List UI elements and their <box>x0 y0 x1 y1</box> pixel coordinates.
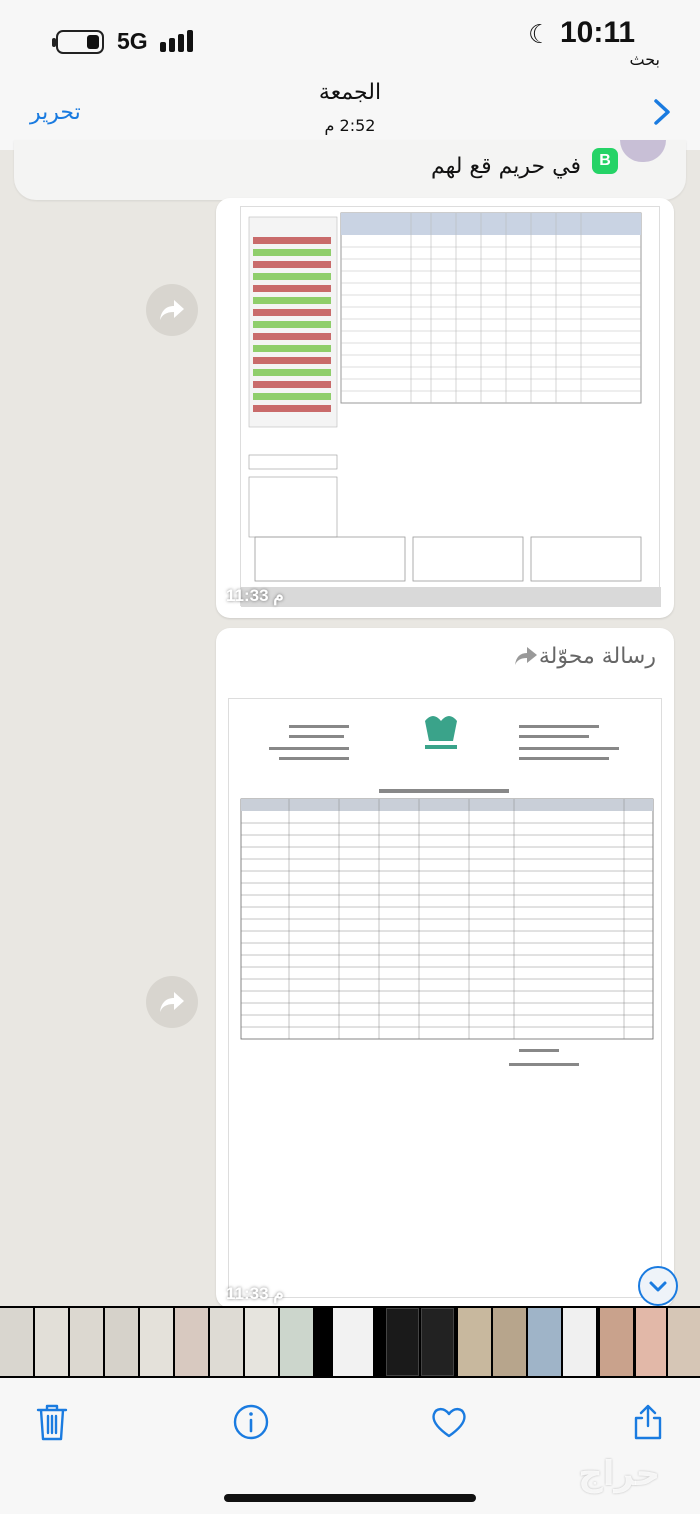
photo-thumbnail[interactable] <box>421 1308 454 1376</box>
message-time: 11:33 م <box>226 1284 284 1303</box>
photo-thumbnail[interactable] <box>0 1308 33 1376</box>
watermark-logo: حراج <box>578 1454 660 1494</box>
photo-thumbnail[interactable] <box>528 1308 561 1376</box>
home-indicator <box>224 1494 476 1502</box>
quoted-message-text: في حريم قع لهم <box>430 154 581 179</box>
report-card-image[interactable] <box>240 206 660 606</box>
forwarded-label: رسالة محوّلة <box>538 644 656 669</box>
photo-thumbnail[interactable] <box>386 1308 419 1376</box>
heart-icon[interactable] <box>430 1402 468 1442</box>
page-title: الجمعة <box>318 80 382 105</box>
photo-thumbnail[interactable] <box>458 1308 491 1376</box>
avatar <box>620 140 666 162</box>
chevron-right-icon[interactable] <box>648 98 676 126</box>
nav-header <box>0 70 700 150</box>
share-icon[interactable] <box>630 1402 666 1442</box>
photo-thumbnail[interactable] <box>70 1308 103 1376</box>
report-card-thumbnail <box>241 207 661 607</box>
student-list-thumbnail <box>229 699 663 1299</box>
photo-thumbnail[interactable] <box>245 1308 278 1376</box>
moon-icon: ☾ <box>528 20 552 50</box>
image-message[interactable] <box>216 628 674 1308</box>
photo-thumbnail[interactable] <box>636 1308 666 1376</box>
whatsapp-business-icon: B <box>592 148 618 174</box>
photo-thumbnail[interactable] <box>600 1308 633 1376</box>
photo-thumbnail[interactable] <box>668 1308 700 1376</box>
forwarded-icon <box>514 646 538 666</box>
status-time: 10:11 <box>560 16 636 49</box>
photo-thumbnail[interactable] <box>493 1308 526 1376</box>
trash-icon[interactable] <box>34 1402 70 1442</box>
photo-thumbnail[interactable] <box>140 1308 173 1376</box>
photo-thumbnail[interactable] <box>563 1308 596 1376</box>
page-subtitle: 2:52 م <box>324 116 376 135</box>
signal-icon <box>160 30 200 52</box>
battery-icon <box>56 30 104 54</box>
photo-thumbnail[interactable] <box>35 1308 68 1376</box>
photo-thumbnail[interactable] <box>280 1308 313 1376</box>
quoted-message[interactable] <box>14 140 686 200</box>
message-time: 11:33 م <box>226 586 284 605</box>
photo-thumbnail[interactable] <box>333 1308 373 1376</box>
image-message[interactable] <box>216 198 674 618</box>
scroll-down-button[interactable] <box>638 1266 678 1306</box>
forward-button[interactable] <box>146 284 198 336</box>
info-icon[interactable] <box>232 1402 270 1442</box>
photo-thumbnail[interactable] <box>210 1308 243 1376</box>
student-list-image[interactable] <box>228 698 662 1298</box>
back-to-search[interactable]: بحث <box>629 50 660 69</box>
forward-icon <box>158 298 186 322</box>
chevron-down-icon <box>640 1268 676 1304</box>
network-type: 5G <box>117 28 148 54</box>
forward-button[interactable] <box>146 976 198 1028</box>
photo-thumbnail[interactable] <box>105 1308 138 1376</box>
forward-icon <box>158 990 186 1014</box>
edit-button[interactable]: تحرير <box>30 100 81 125</box>
photo-filmstrip[interactable] <box>0 1306 700 1378</box>
photo-thumbnail[interactable] <box>175 1308 208 1376</box>
